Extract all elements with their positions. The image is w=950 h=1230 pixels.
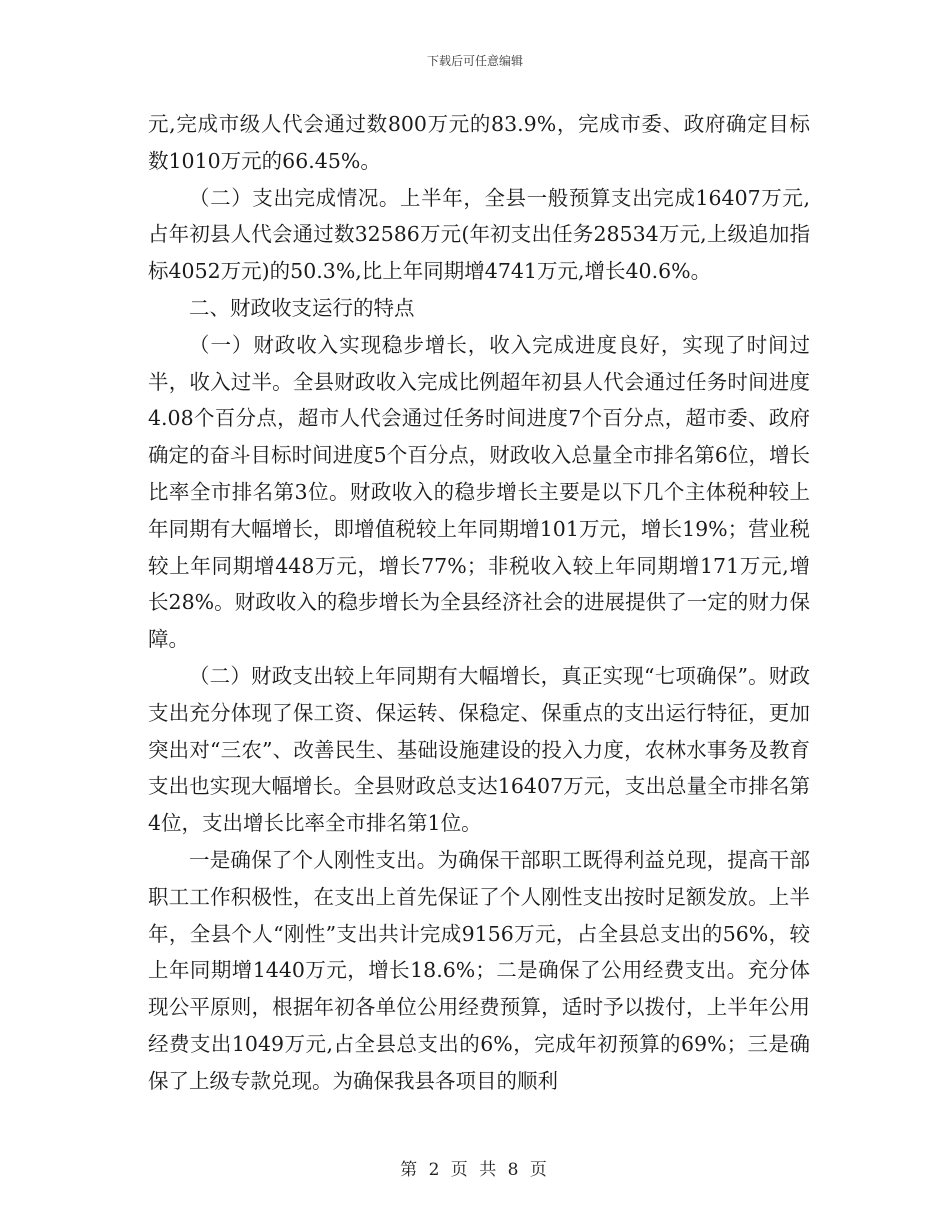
document-body	[148, 106, 810, 1100]
page-number-footer: 第 2 页 共 8 页	[400, 1160, 550, 1180]
paragraph-personal-expenditure: 一是确保了个人刚性支出。为确保干部职工既得利益兑现，提高干部职工工作积极性，在支出上首先保证了个人刚性支出按时足额发放。上半年，全县个人“刚性”支出共计完成9156万元，占全县总支出的56%，较上年同期增1440万元，增长18.6%；二是确保了公用经费支出。充分体现公平原则，根据年初各单位公用经费预算，适时予以拨付，上半年公用经费支出1049万元,占全县总支出的6%，完成年初预算的69%；三是确保了上级专款兑现。为确保我县各项目的顺利	[148, 847, 810, 1093]
paragraph-revenue-growth: （一）财政收入实现稳步增长，收入完成进度良好，实现了时间过半，收入过半。全县财政收入完成比例超年初县人代会通过任务时间进度4.08个百分点，超市人代会通过任务时间进度7个百分点，超市委、政府确定的奋斗目标时间进度5个百分点，财政收入总量全市排名第6位，增长比率全市排名第3位。财政收入的稳步增长主要是以下几个主体税种较上年同期有大幅增长，即增值税较上年同期增101万元，增长19%；营业税较上年同期增448万元，增长77%；非税收入较上年同期增171万元,增长28%。财政收入的稳步增长为全县经济社会的进展提供了一定的财力保障。	[148, 332, 810, 652]
page-header-note: 下载后可任意编辑	[426, 54, 523, 68]
section-heading-characteristics: 二、财政收支运行的特点	[189, 295, 415, 320]
paragraph-expenditure-growth: （二）财政支出较上年同期有大幅增长，真正实现“七项确保”。财政支出充分体现了保工资、保运转、保稳定、保重点的支出运行特征，更加突出对“三农”、改善民生、基础设施建设的投入力度，农林水事务及教育支出也实现大幅增长。全县财政总支达16407万元，支出总量全市排名第4位，支出增长比率全市排名第1位。	[148, 663, 810, 836]
paragraph-continuation: 元,完成市级人代会通过数800万元的83.9%，完成市委、政府确定目标数1010万元的66.45%。	[148, 112, 810, 173]
paragraph-expenditure-status: （二）支出完成情况。上半年，全县一般预算支出完成16407万元,占年初县人代会通过数32586万元(年初支出任务28534万元,上级追加指标4052万元)的50.3%,比上年同期增4741万元,增长40.6%。	[148, 185, 810, 284]
